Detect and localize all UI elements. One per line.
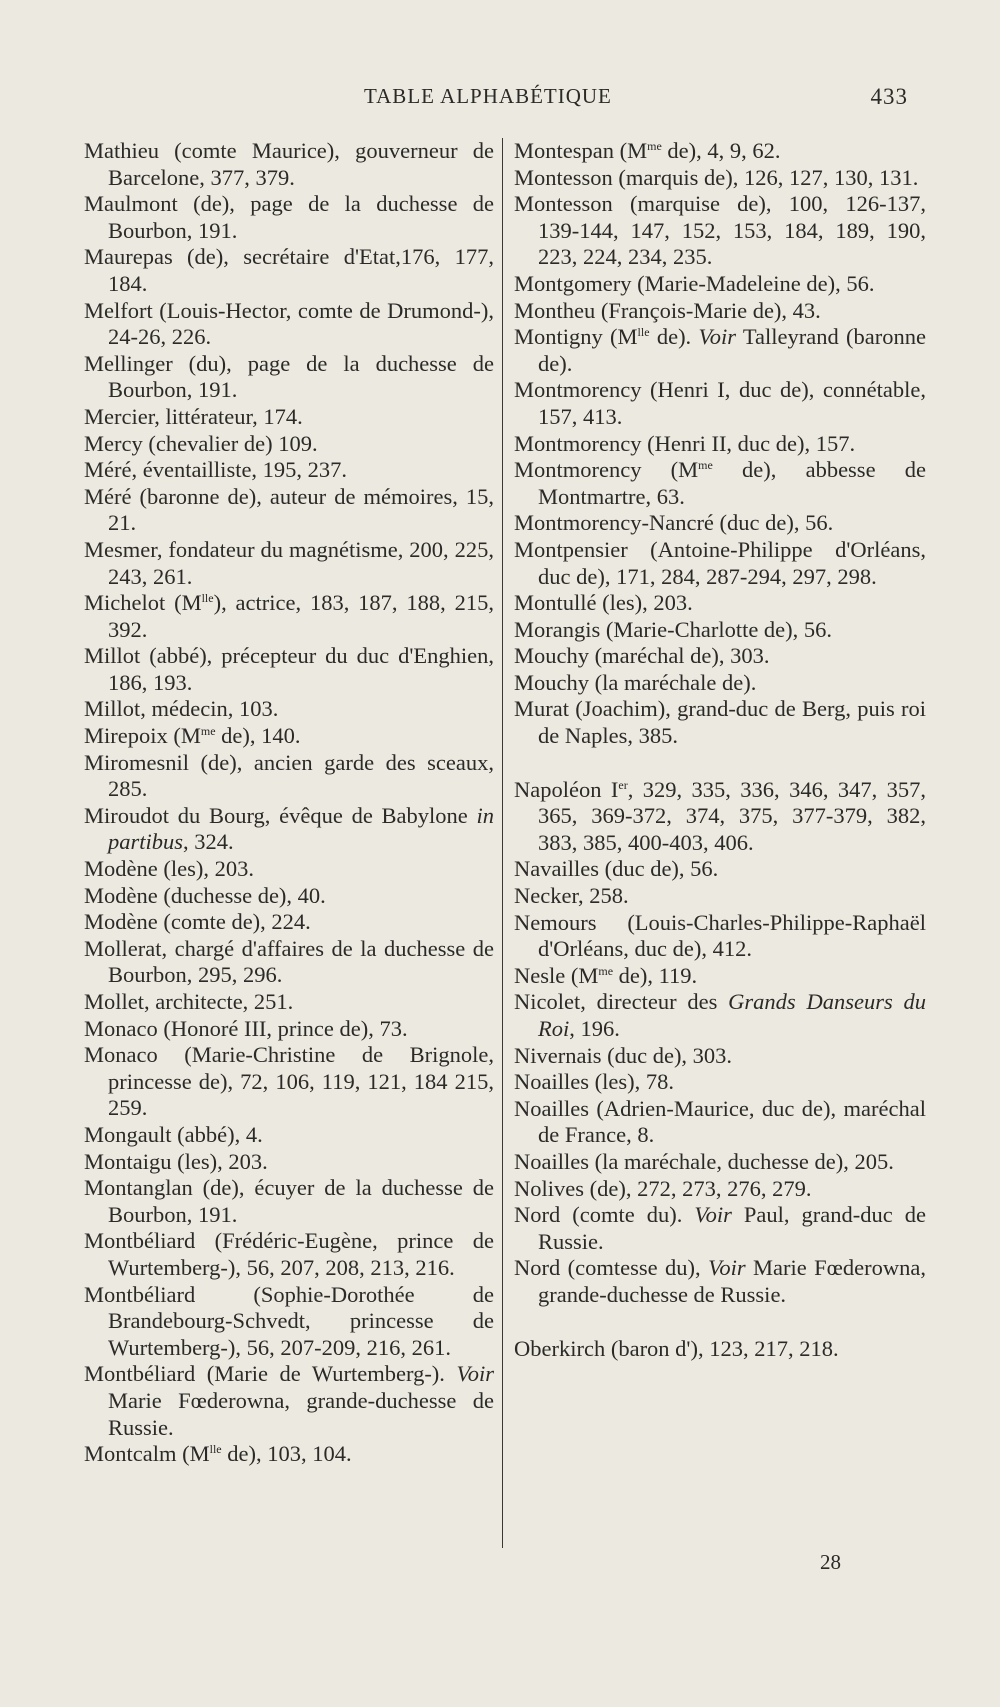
index-entry: Millot (abbé), précepteur du duc d'Enghien, 186, 193.	[84, 643, 494, 695]
index-entry: Montmorency (Henri I, duc de), connétable, 157, 413.	[514, 377, 926, 429]
section-gap	[514, 750, 926, 777]
index-entry: Miromesnil (de), ancien garde des sceaux, 285.	[84, 749, 494, 802]
index-entry: Montcalm ($M^{lle}$ de), 103, 104.	[84, 1441, 352, 1467]
index-entry: Modène (les), 203.	[84, 856, 254, 882]
superscript: me	[647, 139, 662, 153]
index-entry: Michelot $(M^{lle})$, actrice, 183, 187, 188, 215, 392.	[84, 590, 494, 642]
index-entry: Montaigu (les), 203.	[84, 1148, 268, 1174]
index-entry: Modène (duchesse de), 40.	[84, 882, 326, 908]
index-entry: Méré, éventailliste, 195, 237.	[84, 457, 348, 483]
index-entry: Mouchy (maréchal de), 303.	[514, 643, 770, 669]
index-entry: Montbéliard (Sophie-Dorothée de Brandebourg-Schvedt, princesse de Wurtemberg-), 56, 207-209, 216, 261.	[84, 1281, 494, 1360]
signature-mark: 28	[820, 1550, 841, 1574]
italic-term: in partibus	[108, 802, 494, 855]
page-header	[84, 84, 908, 120]
index-entry: Montespan ($M^{me}$ de), 4, 9, 62.	[514, 138, 781, 163]
index-entry: Mellinger (du), page de la duchesse de Bourbon, 191.	[84, 350, 494, 403]
index-entry: Montmorency ($M^{me}$ de), abbesse de Montmartre, 63.	[514, 457, 926, 509]
index-entry: Mollerat, chargé d'affaires de la duchesse de Bourbon, 295, 296.	[84, 935, 494, 988]
index-entry: Maulmont (de), page de la duchesse de Bourbon, 191.	[84, 191, 494, 243]
index-entry: Murat (Joachim), grand-duc de Berg, puis roi de Naples, 385.	[514, 696, 926, 749]
superscript: lle	[637, 325, 650, 340]
index-entry: Mirepoix ($M^{me}$ de), 140.	[84, 723, 301, 749]
index-entry: Montesson (marquis de), 126, 127, 130, 131.	[514, 164, 919, 190]
index-entry: Morangis (Marie-Charlotte de), 56.	[514, 616, 833, 642]
index-entry: Mollet, architecte, 251.	[84, 989, 294, 1014]
index-entry: Montheu (François-Marie de), 43.	[514, 297, 821, 323]
index-entry: Nemours (Louis-Charles-Philippe-Raphaël d'Orléans, duc de), 412.	[514, 909, 926, 962]
index-entry: Méré (baronne de), auteur de mémoires, 15, 21.	[84, 483, 494, 536]
index-entry: Monaco (Honoré III, prince de), 73.	[84, 1015, 408, 1041]
index-entry: Montmorency-Nancré (duc de), 56.	[514, 510, 834, 536]
index-column-left	[84, 138, 494, 1468]
index-entry: Maurepas (de), secrétaire d'Etat,176, 177, 184.	[84, 244, 494, 296]
index-entry: Mercy (chevalier de) 109.	[84, 430, 318, 456]
column-divider	[502, 138, 503, 1548]
index-entry: Mouchy (la maréchale de).	[514, 669, 757, 695]
index-entry: Montbéliard (Frédéric-Eugène, prince de Wurtemberg-), 56, 207, 208, 213, 216.	[84, 1228, 494, 1280]
index-entry: Nolives (de), 272, 273, 276, 279.	[514, 1175, 812, 1201]
index-column-right	[514, 138, 926, 1362]
index-entry: Necker, 258.	[514, 883, 629, 909]
index-entry: Nivernais (duc de), 303.	[514, 1042, 733, 1068]
index-entry: Modène (comte de), 224.	[84, 909, 311, 935]
index-entry: Mesmer, fondateur du magnétisme, 200, 225, 243, 261.	[84, 536, 494, 589]
italic-term: Voir	[694, 1202, 732, 1228]
index-entry: Montgomery (Marie-Madeleine de), 56.	[514, 270, 875, 296]
superscript: lle	[209, 1442, 222, 1457]
italic-term: Voir	[456, 1361, 494, 1387]
index-entry: Melfort (Louis-Hector, comte de Drumond-), 24-26, 226.	[84, 297, 494, 350]
index-entry: Monaco (Marie-Christine de Brignole, princesse de), 72, 106, 119, 121, 184 215, 259.	[84, 1042, 494, 1121]
index-entry: Montbéliard (Marie de Wurtemberg-). Voir Marie Fœderowna, grande-duchesse de Russie.	[84, 1361, 494, 1440]
index-entry: Nord (comtesse du), Voir Marie Fœderowna, grande-duchesse de Russie.	[514, 1255, 926, 1307]
index-entry: Montullé (les), 203.	[514, 590, 693, 616]
superscript: me	[698, 458, 713, 473]
index-entry: Oberkirch (baron d'), 123, 217, 218.	[514, 1335, 839, 1361]
index-entry: Nord (comte du). Voir Paul, grand-duc de Russie.	[514, 1202, 927, 1254]
italic-term: Voir	[698, 324, 736, 350]
index-entry: Montigny ($M^{lle}$ de). Voir Talleyrand (baronne de).	[514, 324, 926, 376]
superscript: me	[200, 724, 216, 739]
index-entry: Noailles (la maréchale, duchesse de), 205.	[514, 1148, 894, 1174]
index-entry: Millot, médecin, 103.	[84, 696, 279, 722]
section-gap	[514, 1309, 926, 1336]
index-entry: Nesle ($M^{me}$ de), 119.	[514, 962, 698, 988]
italic-term: Voir	[708, 1255, 746, 1281]
index-entry: Mongault (abbé), 4.	[84, 1121, 263, 1147]
index-entry: Napoléon Ier, 329, 335, 336, 346, 347, 357, 365, 369-372, 374, 375, 377-379, 382, 383, 385, 400-403, 406.	[514, 776, 927, 855]
superscript: er	[618, 777, 628, 792]
italic-term: Grands Danseurs du Roi	[538, 989, 926, 1041]
index-entry: Noailles (Adrien-Maurice, duc de), maréchal de France, 8.	[514, 1095, 926, 1148]
superscript: me	[598, 963, 614, 978]
index-entry: Montmorency (Henri II, duc de), 157.	[514, 430, 856, 456]
index-entry: Navailles (duc de), 56.	[514, 856, 719, 882]
index-entry: Noailles (les), 78.	[514, 1069, 674, 1095]
index-entry: Mathieu (comte Maurice), gouverneur de Barcelone, 377, 379.	[84, 138, 494, 190]
index-entry: Nicolet, directeur des Grands Danseurs du Roi, 196.	[514, 989, 926, 1041]
page-number: 433	[870, 84, 908, 109]
index-entry: Mercier, littérateur, 174.	[84, 403, 303, 429]
superscript: lle	[201, 591, 214, 606]
index-entry: Montpensier (Antoine-Philippe d'Orléans, duc de), 171, 284, 287-294, 297, 298.	[514, 536, 926, 589]
index-entry: Miroudot du Bourg, évêque de Babylone in partibus, 324.	[84, 802, 494, 855]
index-entry: Montanglan (de), écuyer de la duchesse de Bourbon, 191.	[84, 1175, 494, 1227]
running-title: TABLE ALPHABÉTIQUE	[364, 84, 612, 108]
index-entry: Montesson (marquise de), 100, 126-137, 139-144, 147, 152, 153, 184, 189, 190, 223, 224, 234, 235.	[514, 191, 926, 270]
